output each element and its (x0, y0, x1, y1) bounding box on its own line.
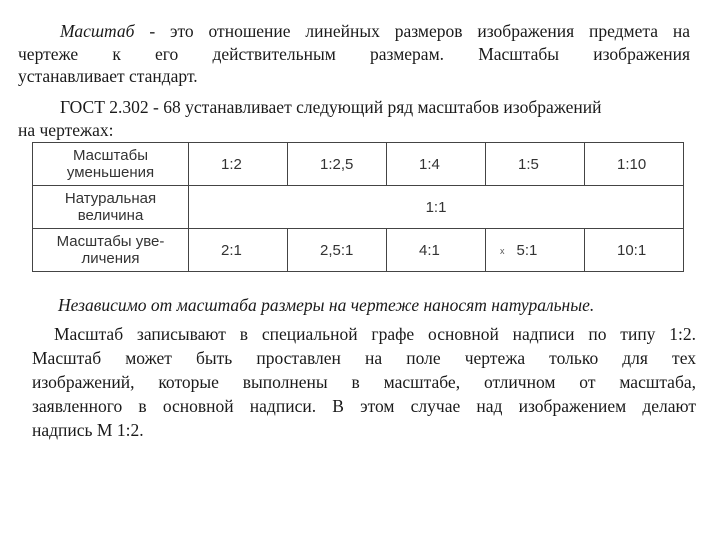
term-scale: Масштаб (60, 21, 135, 41)
table-cell: 1:4 (387, 143, 486, 186)
notation-line-3: изображений, которые выполнены в масштабе, отличном от масштаба, (32, 372, 696, 392)
notation-line-1: Масштаб записывают в специальной графе основной надписи по типу 1:2. (54, 324, 696, 344)
pen-mark: х (500, 245, 505, 256)
table-cell: 2,5:1 (288, 229, 387, 272)
gost-paragraph (18, 96, 690, 141)
table-cell: 1:2,5 (288, 143, 387, 186)
natural-size-note: Независимо от масштаба размеры на чертеже наносят натуральные. (58, 295, 595, 315)
definition-line-3: устанавливает стандарт. (18, 66, 198, 86)
definition-line-2: чертеже к его действительным размерам. Масштабы изображения (18, 43, 690, 64)
scales-table (32, 142, 684, 272)
table-cell: 1:5 (486, 143, 585, 186)
notation-line-2: Масштаб может быть проставлен на поле чертежа только для тех (32, 348, 696, 368)
table-cell: 4:1 (387, 229, 486, 272)
table-cell: 10:1 (585, 229, 684, 272)
gost-line-1: ГОСТ 2.302 - 68 устанавливает следующий ряд масштабов изображений (60, 97, 602, 117)
table-row-reduction (33, 143, 684, 186)
table-cell-natural: 1:1 (189, 186, 684, 229)
row-header-reduction: Масштабы уменьшения (33, 143, 189, 186)
definition-line-1: Масштаб - это отношение линейных размеров изображения предмета на (60, 21, 690, 41)
table-cell: х 5:1 (486, 229, 585, 272)
table-cell: 1:2 (189, 143, 288, 186)
definition-paragraph (18, 20, 690, 88)
gost-line-2: на чертежах: (18, 119, 114, 140)
scale-notation-paragraph (32, 322, 696, 442)
table-cell: 2:1 (189, 229, 288, 272)
notation-line-5: надпись М 1:2. (32, 420, 144, 440)
row-header-enlargement: Масштабы уве- личения (33, 229, 189, 272)
notation-line-4: заявленного в основной надписи. В этом случае над изображением делают (32, 396, 696, 416)
table-row-natural (33, 186, 684, 229)
table-cell: 1:10 (585, 143, 684, 186)
row-header-natural: Натуральная величина (33, 186, 189, 229)
table-row-enlargement (33, 229, 684, 272)
